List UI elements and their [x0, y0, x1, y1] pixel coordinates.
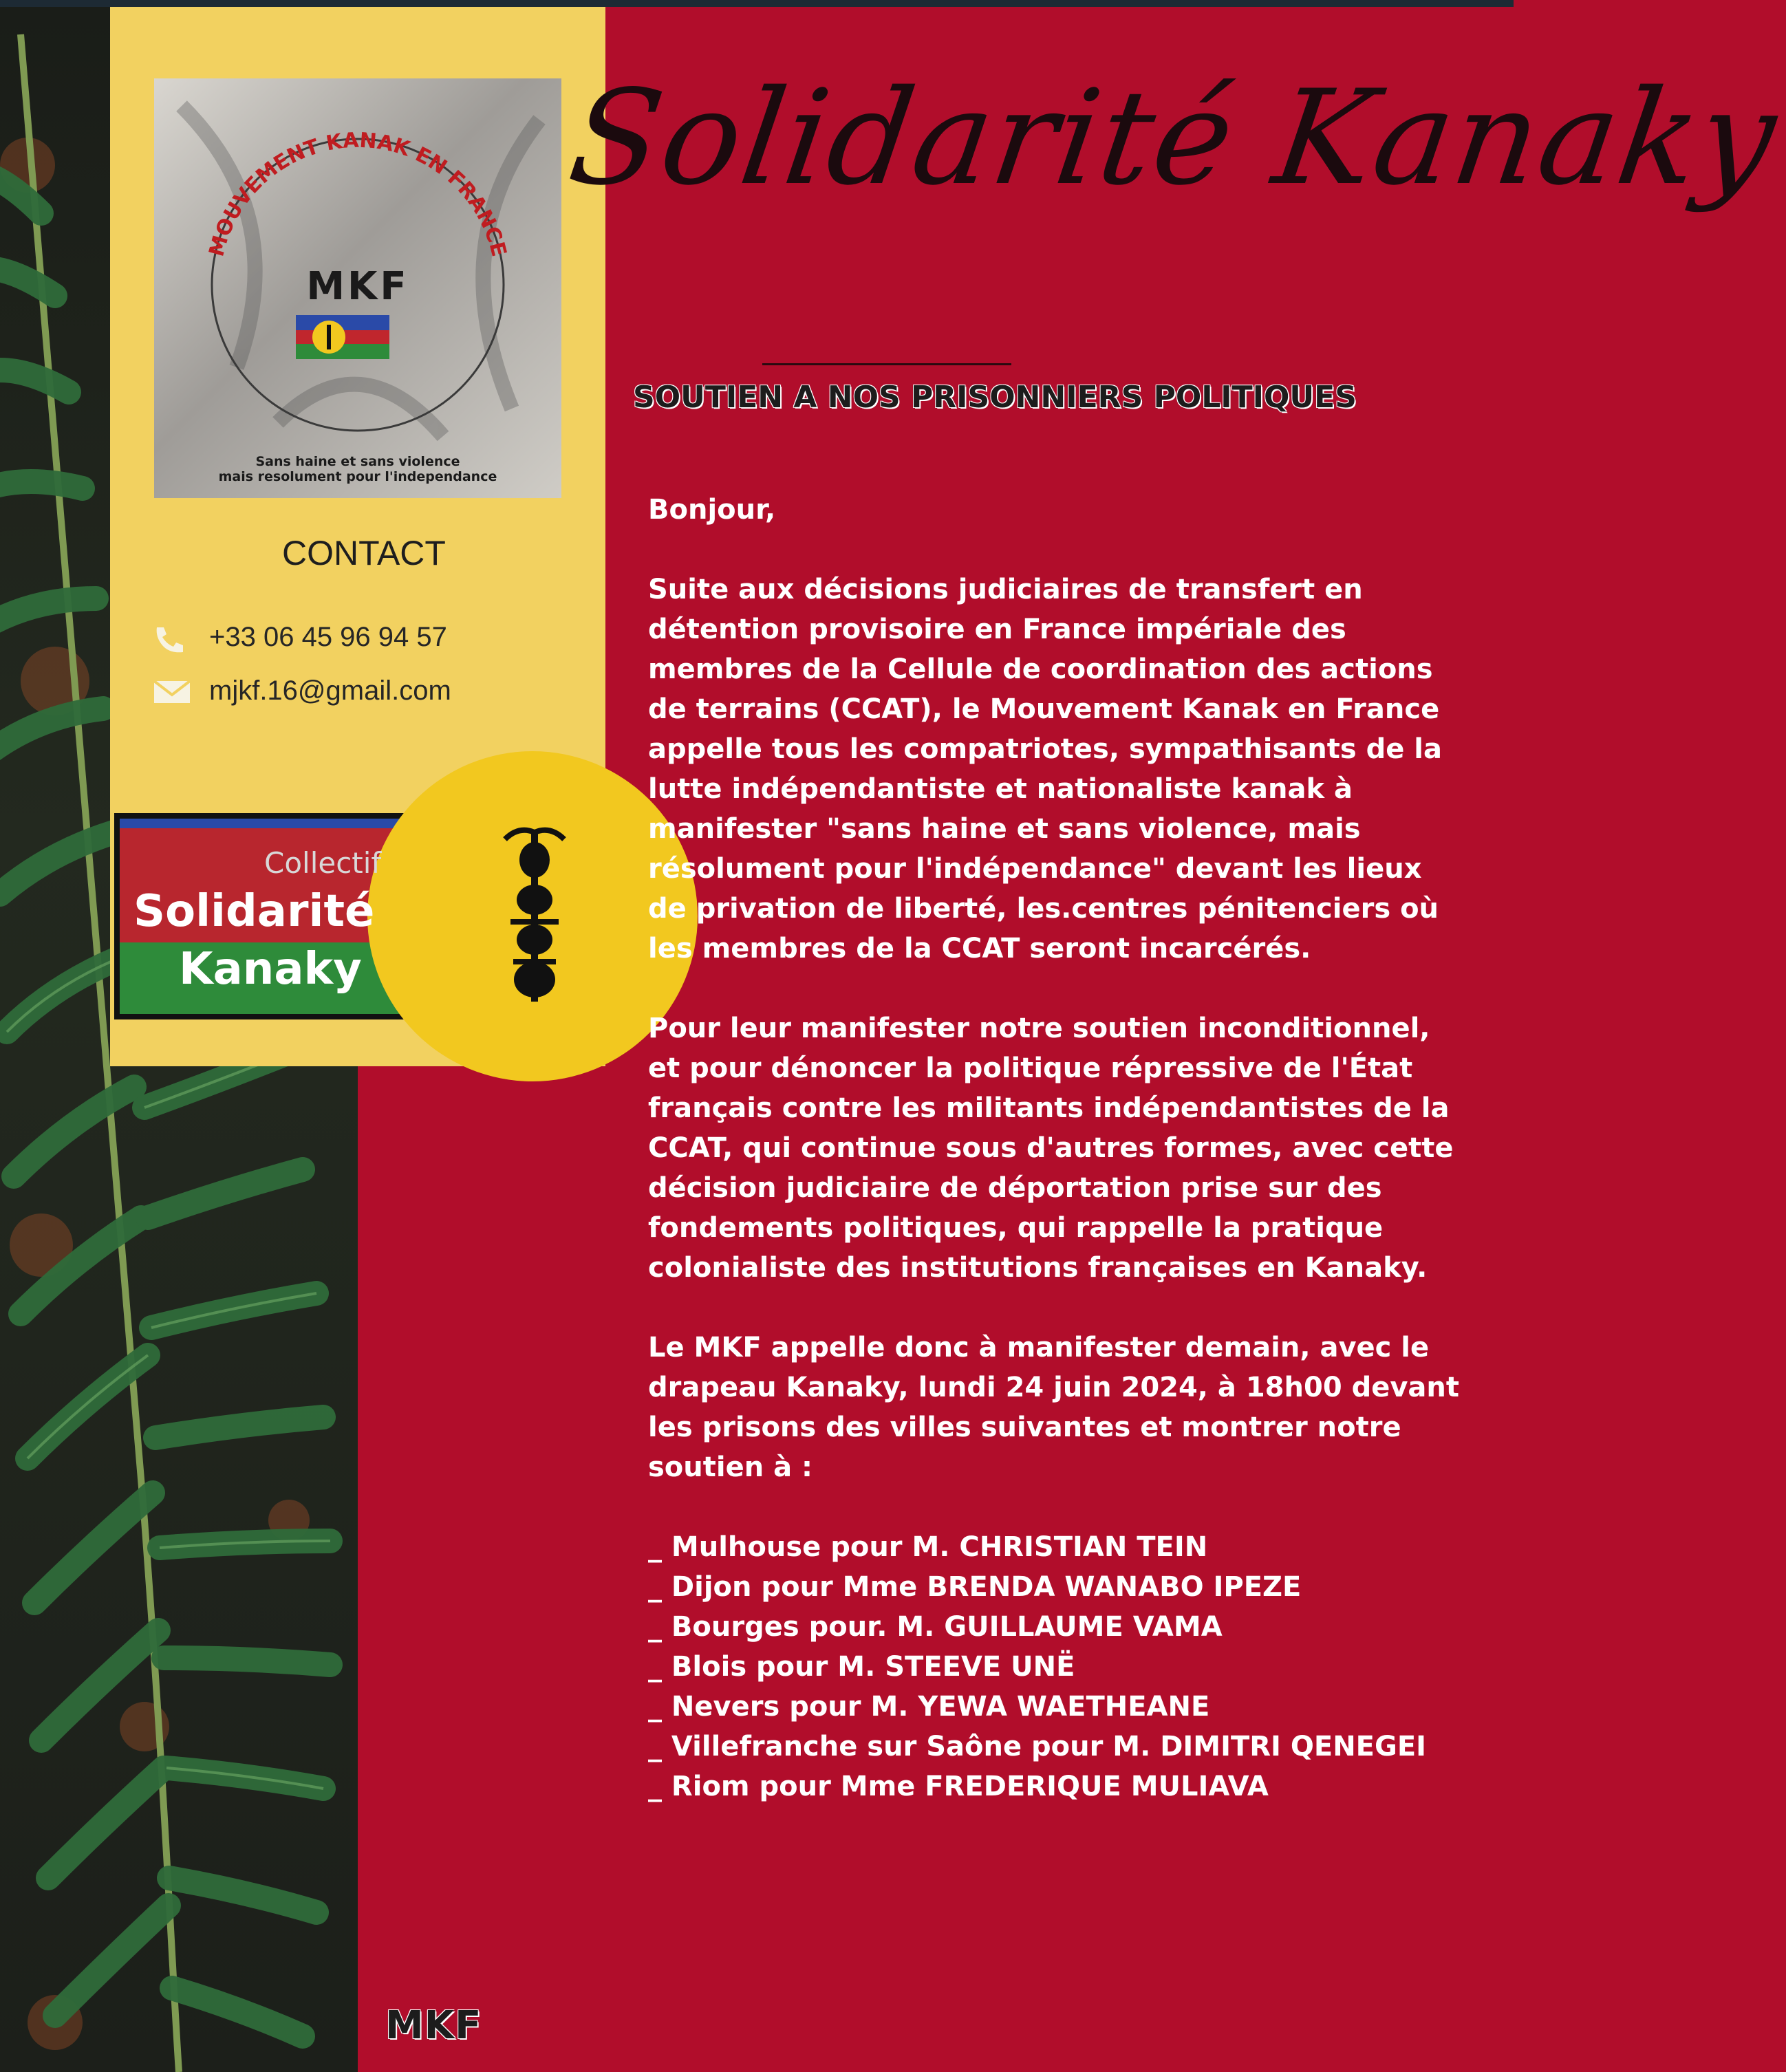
title-divider: [762, 363, 1011, 365]
paragraph-2: Pour leur manifester notre soutien inconditionnel, et pour dénoncer la politique répressive de l'État français contre les militants indépendantistes de la CCAT, qui continue sous d'autres formes, avec cette décision judiciaire de déportation prise sur des fondements politiques, qui rappelle la pratique colonialiste des institutions françaises en Kanaky.: [648, 1013, 1454, 1284]
greeting: Bonjour,: [648, 494, 776, 526]
contact-phone[interactable]: +33 06 45 96 94 57: [209, 622, 447, 652]
page-subtitle: SOUTIEN A NOS PRISONNIERS POLITIQUES: [633, 380, 1357, 415]
page-title: Solidarité Kanaky: [561, 62, 1786, 214]
paragraph-3: Le MKF appelle donc à manifester demain, avec le drapeau Kanaky, lundi 24 juin 2024, à 18h00 devant les prisons des villes suivantes et montrer notre soutien à :: [648, 1332, 1460, 1483]
logo-acronym: MKF: [306, 264, 409, 309]
logo-ring-text: MOUVEMENT KANAK EN FRANCE: [204, 128, 511, 259]
prison-list-item: _ Riom pour Mme FREDERIQUE MULIAVA: [648, 1771, 1269, 1802]
mkf-logo: [154, 78, 561, 498]
contact-heading: CONTACT: [282, 534, 446, 572]
paragraph-1: Suite aux décisions judiciaires de transfert en détention provisoire en France impériale des membres de la Cellule de coordination des actions de terrains (CCAT), le Mouvement Kanak en France appelle tous les compatriotes, sympathisants de la lutte indépendantiste et nationaliste kanak à manifester "sans haine et sans violence, mais résolument pour l'indépendance" devant les lieux de privation de liberté, les.centres pénitenciers où les membres de la CCAT seront incarcérés.: [648, 574, 1442, 964]
prison-list-item: _ Mulhouse pour M. CHRISTIAN TEIN: [648, 1531, 1208, 1563]
envelope-icon: [153, 678, 191, 706]
prison-list-item: _ Nevers pour M. YEWA WAETHEANE: [648, 1691, 1210, 1723]
top-border: [0, 0, 1514, 7]
logo-tagline-2: mais resolument pour l'independance: [218, 469, 497, 484]
contact-email[interactable]: mjkf.16@gmail.com: [209, 676, 451, 706]
footer-mkf-mark: MKF: [385, 2003, 482, 2048]
collectif-logo: [114, 813, 600, 1019]
prison-list-item: _ Blois pour M. STEEVE UNË: [648, 1651, 1075, 1683]
prison-list-item: _ Bourges pour. M. GUILLAUME VAMA: [648, 1611, 1223, 1643]
letter-body: [648, 490, 1460, 1806]
collectif-kanaky: Kanaky: [179, 944, 362, 995]
collectif-label: Collectif: [264, 846, 382, 880]
phone-icon: [153, 625, 186, 655]
prison-list-item: _ Dijon pour Mme BRENDA WANABO IPEZE: [648, 1571, 1302, 1603]
kanaky-flag-icon: [296, 315, 389, 359]
logo-tagline-1: Sans haine et sans violence: [255, 454, 460, 469]
prison-list-item: _ Villefranche sur Saône pour M. DIMITRI QENEGEI: [648, 1731, 1427, 1762]
collectif-solidarite: Solidarité: [133, 886, 375, 937]
